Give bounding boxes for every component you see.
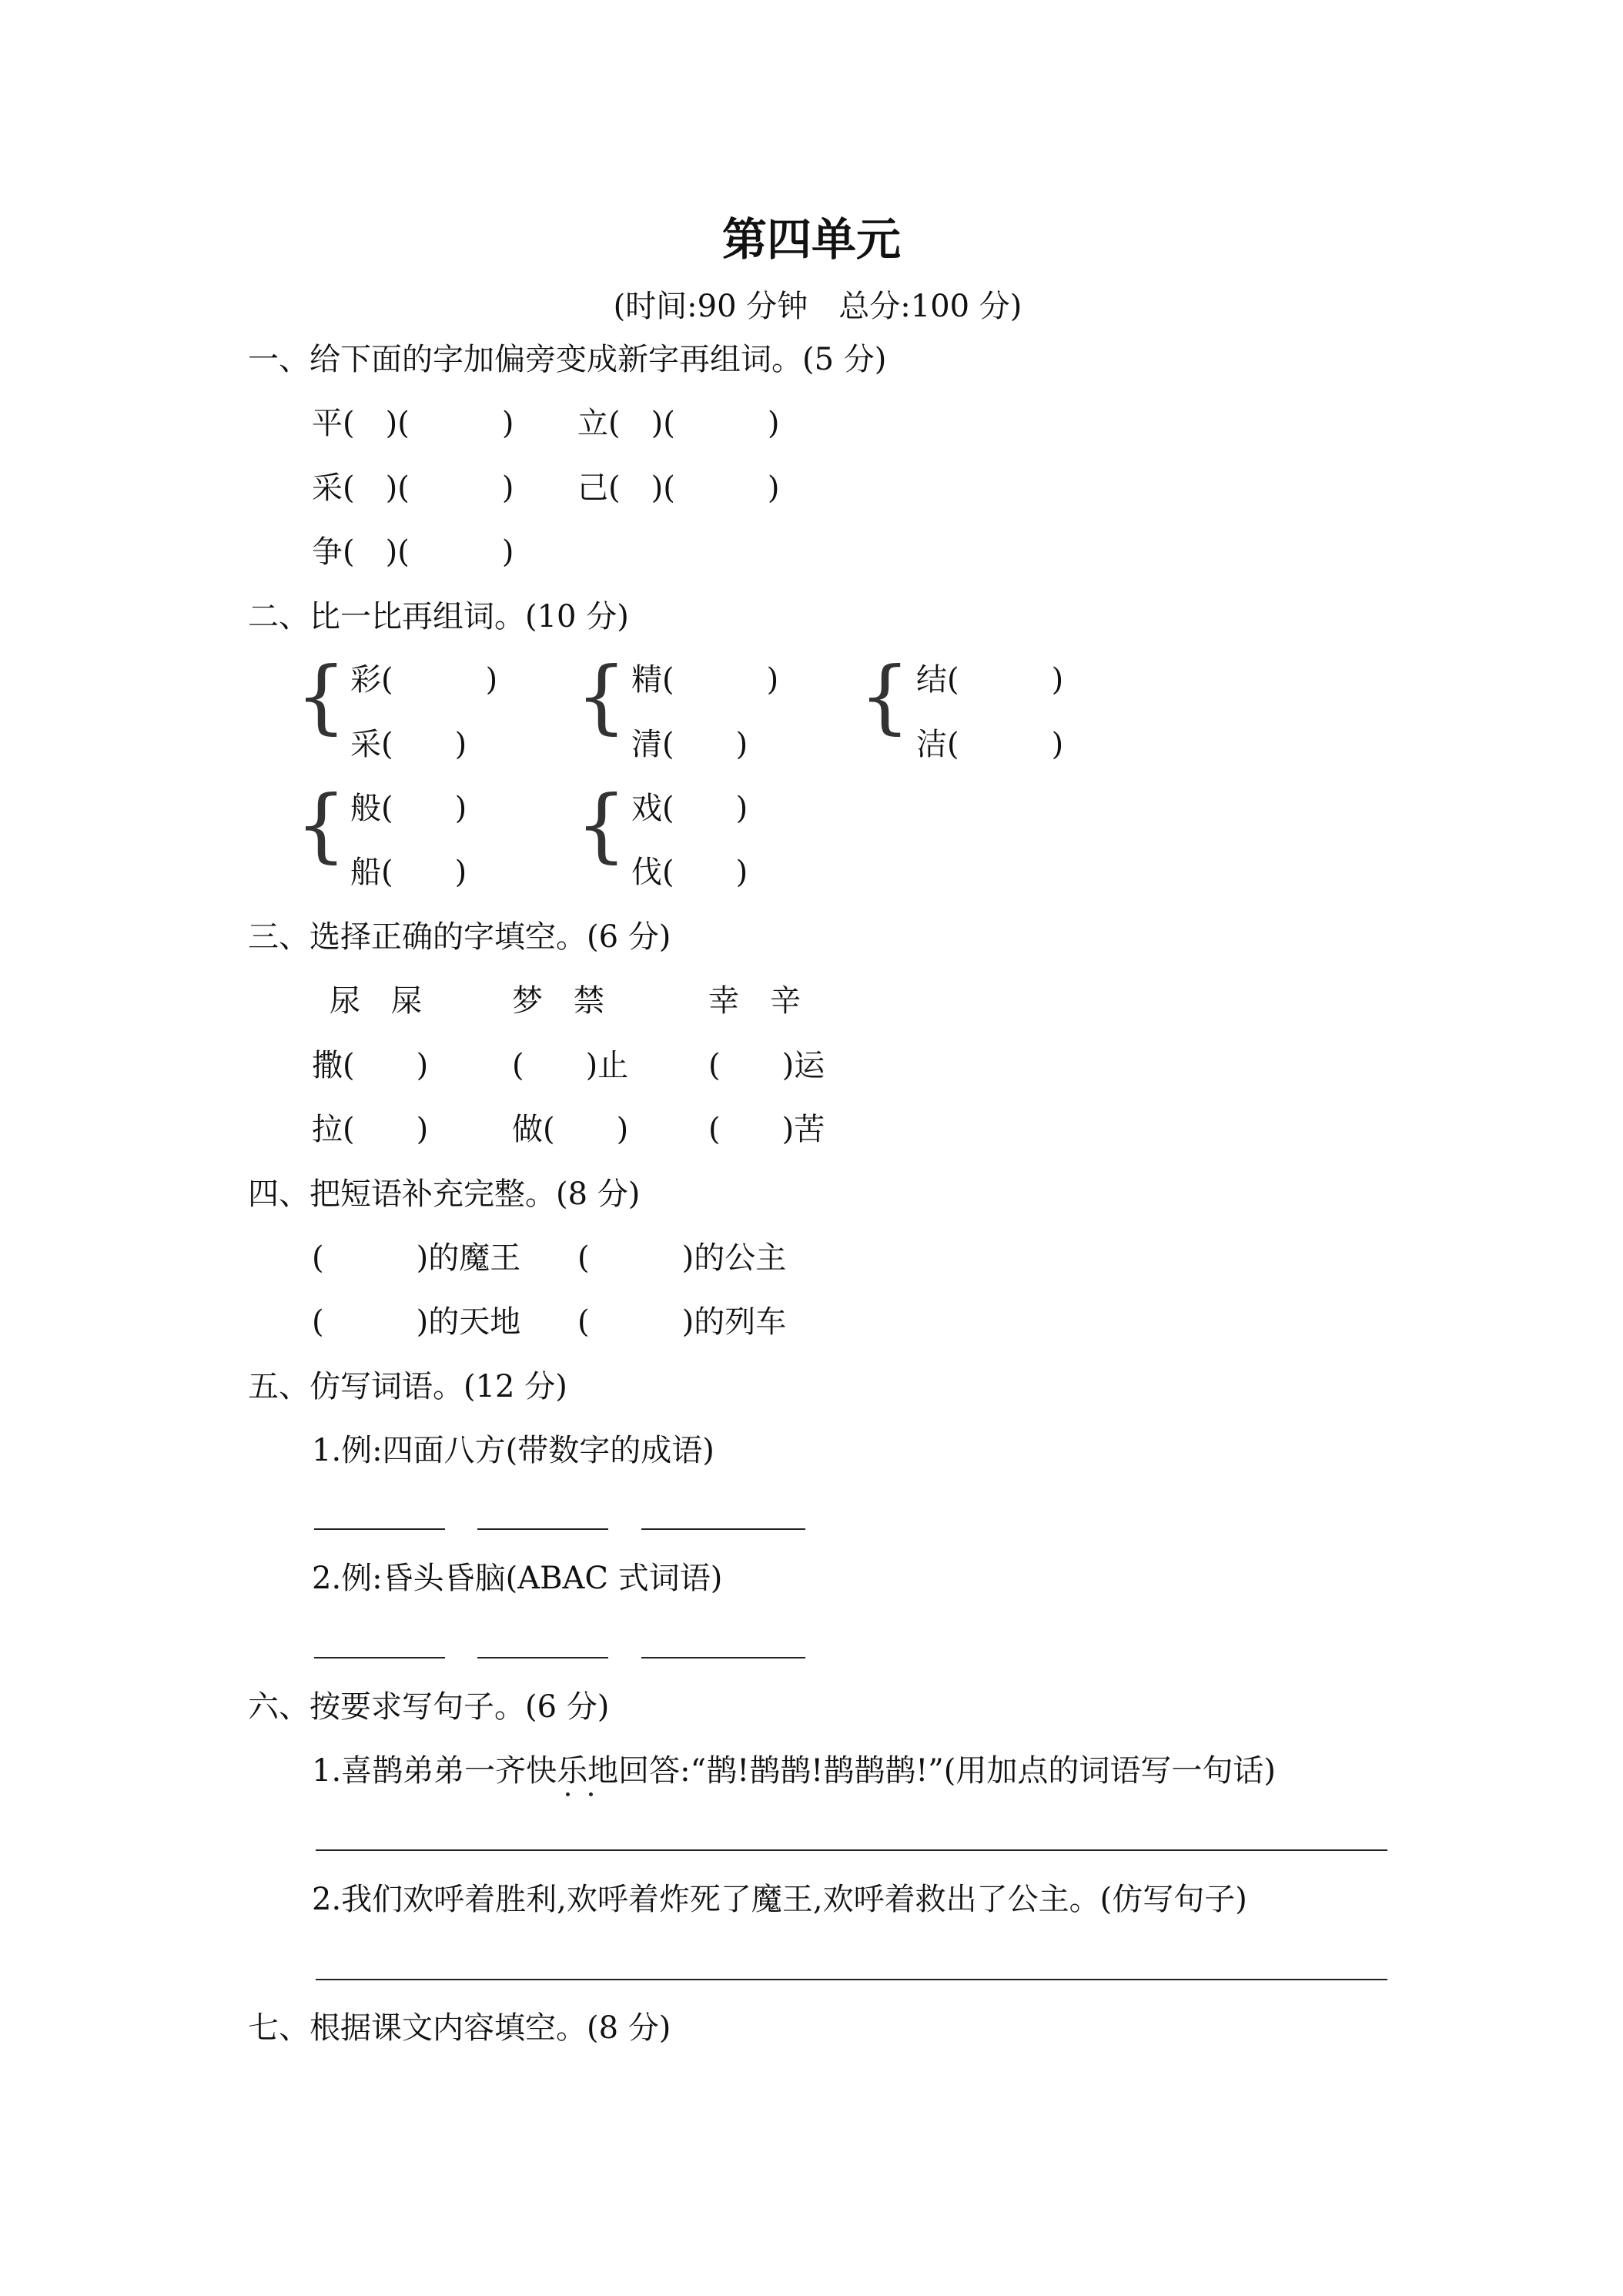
s3-options-2: 梦 禁: [512, 983, 604, 1019]
s1-item-cai[interactable]: 采( )( ): [312, 470, 514, 506]
s1-item-li[interactable]: 立( )( ): [577, 406, 780, 441]
answer-line[interactable]: [641, 1528, 805, 1530]
s4-phrase-mowang[interactable]: ( )的魔王: [312, 1240, 521, 1276]
section-3-heading: 三、选择正确的字填空。(6 分): [248, 919, 671, 955]
s2-item-jie-clean[interactable]: 洁( ): [916, 727, 1064, 762]
s6-question-1: 1.喜鹊弟弟一齐快乐地回答:“鹊!鹊鹊!鹊鹊鹊!”(用加点的词语写一句话): [312, 1753, 1276, 1789]
s3-blank-zhi[interactable]: ( )止: [512, 1048, 629, 1083]
page-title: 第四单元: [721, 213, 901, 266]
brace-icon: {: [576, 649, 627, 743]
exam-info: (时间:90 分钟 总分:100 分): [613, 289, 1022, 324]
s3-blank-ku[interactable]: ( )苦: [708, 1112, 825, 1147]
s2-item-jie-tie[interactable]: 结( ): [916, 662, 1064, 698]
s2-item-xi[interactable]: 戏( ): [631, 791, 748, 826]
s3-options-1: 尿 屎: [330, 983, 422, 1019]
s2-item-qing[interactable]: 清( ): [631, 727, 748, 762]
answer-line[interactable]: [477, 1528, 608, 1530]
section-1-heading: 一、给下面的字加偏旁变成新字再组词。(5 分): [248, 342, 887, 377]
s1-item-zheng[interactable]: 争( )( ): [312, 534, 514, 570]
s4-phrase-gongzhu[interactable]: ( )的公主: [577, 1240, 787, 1276]
s1-item-ji[interactable]: 己( )( ): [577, 470, 780, 506]
s2-item-cai-pick[interactable]: 采( ): [350, 727, 467, 762]
answer-line[interactable]: [314, 1657, 445, 1658]
s3-blank-zuo[interactable]: 做( ): [512, 1112, 629, 1147]
answer-line[interactable]: [314, 1528, 445, 1530]
s2-item-chuan[interactable]: 船( ): [350, 855, 467, 890]
answer-line[interactable]: [477, 1657, 608, 1658]
brace-icon: {: [859, 649, 911, 743]
s2-item-ban[interactable]: 般( ): [350, 791, 467, 826]
section-5-heading: 五、仿写词语。(12 分): [248, 1369, 567, 1404]
brace-icon: {: [296, 778, 347, 872]
s3-options-3: 幸 辛: [708, 983, 801, 1019]
s4-phrase-lieche[interactable]: ( )的列车: [577, 1304, 787, 1340]
section-6-heading: 六、按要求写句子。(6 分): [248, 1689, 610, 1725]
s6-question-2: 2.我们欢呼着胜利,欢呼着炸死了魔王,欢呼着救出了公主。(仿写句子): [312, 1882, 1247, 1917]
s2-item-fa[interactable]: 伐( ): [631, 855, 748, 890]
s4-phrase-tiandi[interactable]: ( )的天地: [312, 1304, 521, 1340]
s2-item-cai-color[interactable]: 彩( ): [350, 662, 498, 698]
section-7-heading: 七、根据课文内容填空。(8 分): [248, 2010, 671, 2046]
brace-icon: {: [296, 649, 347, 743]
emphasis-dot: [566, 1792, 570, 1796]
s2-item-jing[interactable]: 精( ): [631, 662, 779, 698]
s5-question-1: 1.例:四面八方(带数字的成语): [312, 1433, 714, 1468]
s3-blank-sa[interactable]: 撒( ): [312, 1048, 429, 1083]
s3-blank-yun[interactable]: ( )运: [708, 1048, 825, 1083]
s5-question-2: 2.例:昏头昏脑(ABAC 式词语): [312, 1561, 723, 1596]
brace-icon: {: [576, 778, 627, 872]
section-4-heading: 四、把短语补充完整。(8 分): [248, 1176, 641, 1212]
s1-item-ping[interactable]: 平( )( ): [312, 406, 514, 441]
answer-line[interactable]: [316, 1849, 1387, 1851]
answer-line[interactable]: [641, 1657, 805, 1658]
answer-line[interactable]: [316, 1979, 1387, 1980]
s3-blank-la[interactable]: 拉( ): [312, 1112, 429, 1147]
section-2-heading: 二、比一比再组词。(10 分): [248, 599, 629, 634]
emphasis-dot: [589, 1792, 593, 1796]
